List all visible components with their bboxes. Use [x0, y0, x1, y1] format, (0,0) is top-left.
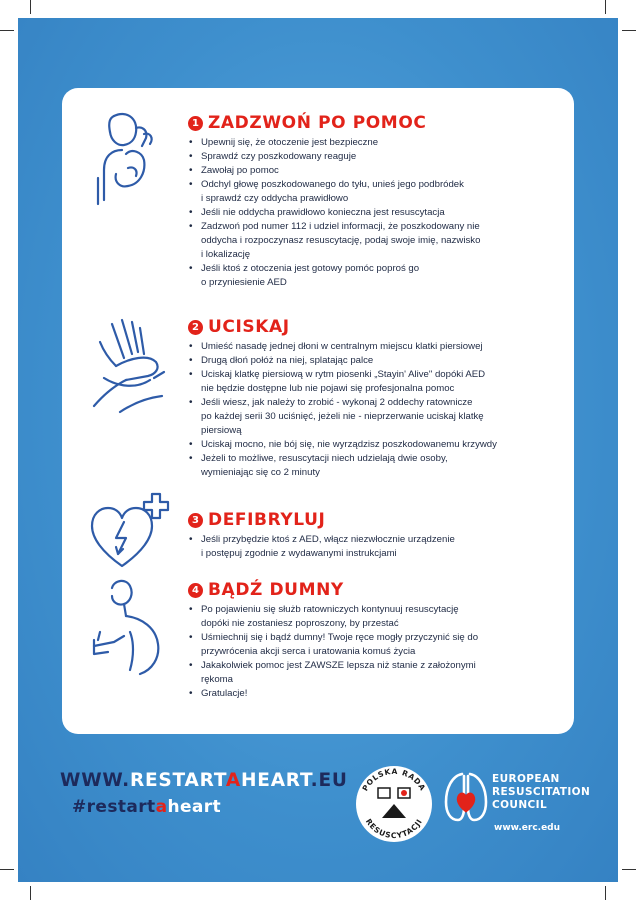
bullet-list [188, 136, 480, 290]
step-number-badge: 1 [188, 116, 203, 131]
list-item: • Jeśli przybędzie ktoś z AED, włącz niezwłocznie urządzenie i postępuj zgodnie z wydawanymi instrukcjami [188, 533, 455, 561]
erc-line: RESUSCITATION [492, 786, 591, 798]
campaign-hashtag [72, 797, 221, 817]
hashtag-heart: heart [167, 797, 222, 817]
section-be-proud [188, 578, 478, 701]
section-title [188, 578, 478, 602]
list-item: • Gratulacje! [188, 687, 478, 701]
list-item: • Jeżeli to możliwe, resuscytacji niech udzielają dwie osoby, wymieniając się co 2 minuty [188, 452, 497, 480]
crop-mark [605, 886, 606, 900]
section-title-text: ZADZWOŃ PO POMOC [208, 113, 427, 133]
list-item: • Jakakolwiek pomoc jest ZAWSZE lepsza niż stanie z założonymi rękoma [188, 659, 478, 687]
call-for-help-icon [84, 108, 176, 208]
section-defibrillate [188, 508, 455, 561]
list-item: • Jeśli nie oddycha prawidłowo konieczna jest resuscytacja [188, 206, 480, 220]
list-item: • Uśmiechnij się i bądź dumny! Twoje ręce mogły przyczynić się do przywrócenia akcji serca i uratowania komuś życia [188, 631, 478, 659]
hashtag-a: a [155, 797, 168, 817]
crop-mark [622, 869, 636, 870]
list-item: • Uciskaj mocno, nie bój się, nie wyrządzisz poszkodowanemu krzywdy [188, 438, 497, 452]
list-item: • Sprawdź czy poszkodowany reaguje [188, 150, 480, 164]
section-compress [188, 315, 497, 480]
section-title [188, 315, 497, 339]
svg-text:POLSKA RADA: POLSKA RADA [360, 766, 428, 793]
bullet-list [188, 340, 497, 480]
step-number-badge: 3 [188, 513, 203, 528]
bullet-list [188, 603, 478, 701]
crop-mark [30, 886, 31, 900]
url-suffix: .EU [310, 770, 348, 791]
list-item: • Jeśli wiesz, jak należy to zrobić - wykonaj 2 oddechy ratownicze po każdej serii 30 uciśnięć, jeżeli nie - nieprzerwanie uciskaj klatkę piersiową [188, 396, 497, 438]
section-title-text: BĄDŹ DUMNY [208, 580, 344, 600]
crop-mark [0, 30, 14, 31]
erc-name [492, 773, 590, 812]
list-item: • Po pojawieniu się służb ratowniczych kontynuuj resuscytację dopóki nie zostaniesz poproszony, by przestać [188, 603, 478, 631]
erc-logo-icon [444, 768, 488, 824]
list-item: • Upewnij się, że otoczenie jest bezpieczne [188, 136, 480, 150]
section-title-text: UCISKAJ [208, 317, 290, 337]
list-item: • Umieść nasadę jednej dłoni w centralnym miejscu klatki piersiowej [188, 340, 497, 354]
url-a: A [225, 770, 241, 791]
list-item: • Uciskaj klatkę piersiową w rytm piosenki „Stayin' Alive" dopóki AED nie będzie dostępne lub nie pojawi się profesjonalna pomoc [188, 368, 497, 396]
step-number-badge: 4 [188, 583, 203, 598]
crop-mark [622, 30, 636, 31]
hashtag-prefix: #restart [72, 797, 156, 817]
aed-heart-icon [88, 492, 174, 572]
url-restart: RESTART [129, 770, 226, 791]
section-call-for-help [188, 111, 480, 290]
erc-url[interactable]: www.erc.edu [494, 823, 561, 833]
hands-compression-icon [90, 318, 174, 414]
list-item: • Jeśli ktoś z otoczenia jest gotowy pomóc poproś go o przyniesienie AED [188, 262, 480, 290]
list-item: • Zadzwoń pod numer 112 i udziel informacji, że poszkodowany nie oddycha i rozpoczynasz resuscytację, podaj swoje imię, nazwisko i lokalizację [188, 220, 480, 262]
crop-mark [605, 0, 606, 14]
section-title [188, 111, 480, 135]
campaign-url[interactable] [60, 770, 348, 791]
thumbs-up-person-icon [86, 576, 172, 676]
polska-rada-resuscytacji-logo [352, 762, 436, 846]
bullet-list [188, 533, 455, 561]
url-prefix: WWW. [60, 770, 130, 791]
erc-line: COUNCIL [492, 799, 548, 811]
list-item: • Odchyl głowę poszkodowanego do tyłu, unieś jego podbródek i sprawdź czy oddycha prawidłowo [188, 178, 480, 206]
step-number-badge: 2 [188, 320, 203, 335]
section-title [188, 508, 455, 532]
crop-mark [30, 0, 31, 14]
list-item: • Drugą dłoń połóż na niej, splatając palce [188, 354, 497, 368]
erc-line: EUROPEAN [492, 773, 560, 785]
list-item: • Zawołaj po pomoc [188, 164, 480, 178]
section-title-text: DEFIBRYLUJ [208, 510, 326, 530]
url-heart: HEART [240, 770, 311, 791]
crop-mark [0, 869, 14, 870]
svg-text:RESUSCYTACJI: RESUSCYTACJI [363, 816, 425, 841]
